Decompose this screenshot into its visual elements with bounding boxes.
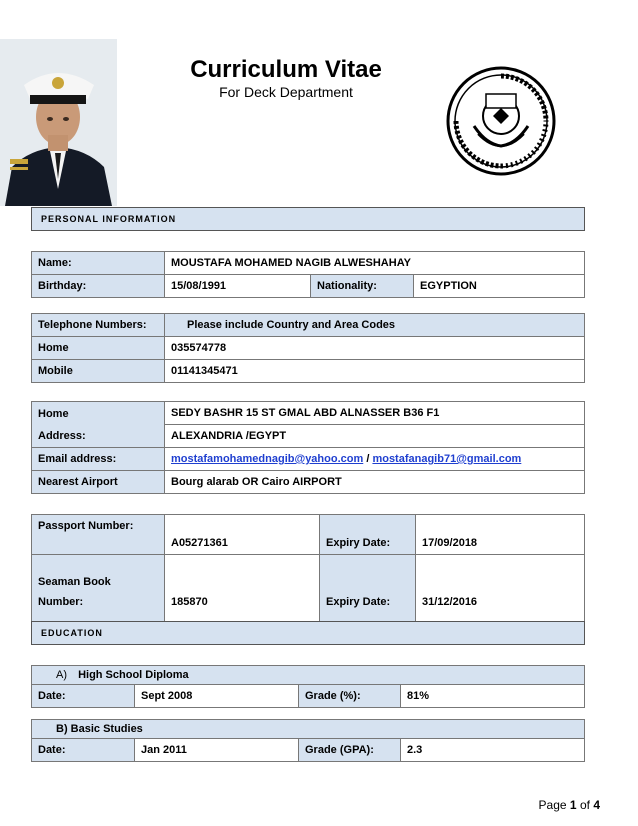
table-row	[32, 448, 585, 471]
table-row	[32, 471, 585, 494]
section-education: EDUCATION	[31, 621, 585, 645]
basic-studies-heading	[31, 719, 585, 739]
passport-label: Passport Number:	[32, 515, 165, 555]
high-school-heading	[31, 665, 585, 685]
mobile-value: 01141345471	[165, 360, 585, 383]
basic-date-value: Jan 2011	[135, 739, 299, 762]
basic-date-label: Date:	[32, 739, 135, 762]
high-school-table	[31, 684, 585, 708]
name-value: MOUSTAFA MOHAMED NAGIB ALWESHAHAY	[165, 252, 585, 275]
table-row	[32, 360, 585, 383]
page-number	[539, 798, 600, 812]
airport-label: Nearest Airport	[32, 471, 165, 494]
airport-value: Bourg alarab OR Cairo AIRPORT	[165, 471, 585, 494]
seaman-book-label	[32, 555, 165, 630]
basic-studies-title: B) Basic Studies	[56, 723, 143, 735]
name-label: Name:	[32, 252, 165, 275]
table-row	[32, 275, 585, 298]
email-separator: /	[363, 453, 373, 465]
seaman-expiry-label: Expiry Date:	[320, 555, 416, 630]
high-school-date-value: Sept 2008	[135, 685, 299, 708]
section-personal-information: PERSONAL INFORMATION	[31, 207, 585, 231]
address-line-1: SEDY BASHR 15 ST GMAL ABD ALNASSER B36 F1	[165, 402, 585, 425]
table-row	[32, 337, 585, 360]
table-row	[32, 314, 585, 337]
home-phone-value: 035574778	[165, 337, 585, 360]
passport-expiry-value: 17/09/2018	[416, 515, 585, 555]
passport-expiry-label: Expiry Date:	[320, 515, 416, 555]
high-school-date-label: Date:	[32, 685, 135, 708]
page-current: 1	[569, 798, 577, 812]
page-subtitle: For Deck Department	[219, 84, 353, 100]
table-row	[32, 739, 585, 762]
telephone-label: Telephone Numbers:	[32, 314, 165, 337]
high-school-title: High School Diploma	[78, 669, 189, 681]
telephone-table	[31, 313, 585, 383]
email-link-gmail[interactable]: mostafanagib71@gmail.com	[372, 453, 522, 465]
birthday-label: Birthday:	[32, 275, 165, 298]
seaman-label-line-1: Seaman Book	[38, 576, 111, 588]
telephone-note: Please include Country and Area Codes	[165, 314, 585, 337]
basic-studies-table	[31, 738, 585, 762]
address-line-2: ALEXANDRIA /EGYPT	[165, 425, 585, 448]
basic-grade-label: Grade (GPA):	[299, 739, 401, 762]
seaman-book-value: 185870	[165, 555, 320, 630]
table-row	[32, 555, 585, 630]
page-total: 4	[593, 798, 600, 812]
passport-value: A05271361	[165, 515, 320, 555]
birthday-value: 15/08/1991	[165, 275, 311, 298]
email-value	[165, 448, 585, 471]
table-row	[32, 685, 585, 708]
page-title: Curriculum Vitae	[190, 56, 382, 83]
mobile-label: Mobile	[32, 360, 165, 383]
high-school-grade-value: 81%	[401, 685, 585, 708]
email-link-yahoo[interactable]: mostafamohamednagib@yahoo.com	[171, 453, 364, 465]
page-word: Page	[538, 798, 567, 812]
email-label: Email address:	[32, 448, 165, 471]
documents-table	[31, 514, 585, 630]
table-row	[32, 515, 585, 555]
table-row	[32, 252, 585, 275]
seaman-label-line-2: Number:	[38, 596, 84, 608]
personal-table	[31, 251, 585, 298]
nationality-label: Nationality:	[311, 275, 414, 298]
home-address-label	[32, 402, 165, 448]
high-school-grade-label: Grade (%):	[299, 685, 401, 708]
page-of: of	[579, 798, 590, 812]
table-row	[32, 402, 585, 425]
home-label: Home	[38, 407, 69, 420]
address-label: Address:	[38, 429, 86, 442]
high-school-marker: A)	[56, 669, 67, 681]
address-table	[31, 401, 585, 494]
home-phone-label: Home	[32, 337, 165, 360]
nationality-value: EGYPTION	[414, 275, 585, 298]
seaman-expiry-value: 31/12/2016	[416, 555, 585, 630]
basic-grade-value: 2.3	[401, 739, 585, 762]
